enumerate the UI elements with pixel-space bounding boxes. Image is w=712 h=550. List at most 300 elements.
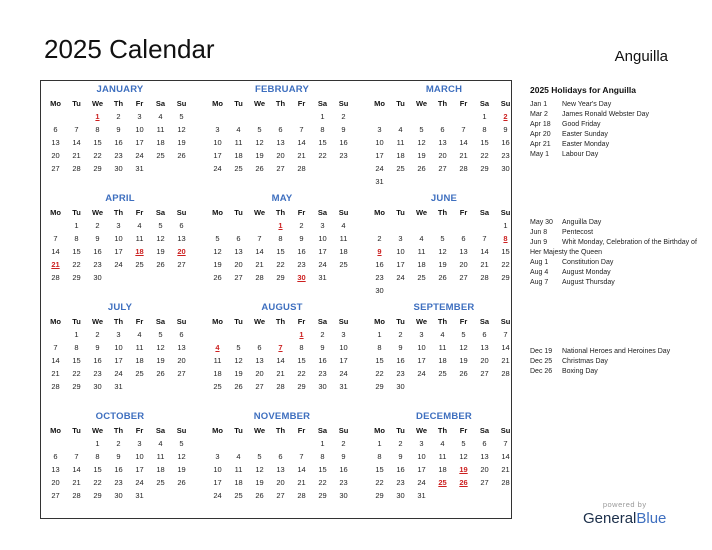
day-cell: 4: [137, 330, 142, 339]
day-cell: [270, 437, 291, 450]
week-row: [207, 258, 357, 271]
month-january: [45, 83, 195, 175]
day-cell: [270, 328, 291, 341]
day-cell: 6: [53, 452, 58, 461]
day-cell: 30: [93, 382, 102, 391]
day-cell: 14: [51, 356, 60, 365]
day-cell: 11: [135, 343, 144, 352]
day-cell: 12: [156, 234, 165, 243]
weekday-header: [369, 206, 519, 219]
day-cell: 5: [461, 439, 466, 448]
day-cell: [369, 110, 390, 123]
day-cell: 22: [375, 369, 384, 378]
day-cell: 24: [135, 151, 144, 160]
holiday-name: Anguilla Day: [562, 219, 602, 226]
day-cell: 18: [234, 151, 243, 160]
day-cell: [474, 219, 495, 232]
day-cell: 14: [501, 343, 510, 352]
day-cell: 21: [276, 369, 285, 378]
day-cell: 3: [215, 125, 220, 134]
week-row: [369, 232, 519, 245]
day-cell: 26: [255, 491, 264, 500]
week-row: [369, 328, 519, 341]
weekday-label: Su: [338, 317, 349, 326]
weekday-label: Th: [113, 208, 124, 217]
day-cell: 26: [459, 369, 468, 378]
day-cell: 25: [234, 491, 243, 500]
weekday-label: Fr: [135, 208, 144, 217]
day-cell: 23: [93, 260, 102, 269]
day-cell: 21: [72, 151, 81, 160]
day-cell: 18: [438, 356, 447, 365]
weekday-label: Th: [275, 317, 286, 326]
weekday-label: Fr: [297, 317, 306, 326]
weekday-label: Th: [275, 99, 286, 108]
day-cell: [495, 489, 516, 502]
day-cell: 7: [461, 125, 466, 134]
day-cell: [207, 110, 228, 123]
week-row: [369, 162, 519, 175]
day-cell: 10: [213, 465, 222, 474]
day-cell: 20: [480, 465, 489, 474]
day-cell: 28: [276, 382, 285, 391]
day-cell: 9: [398, 343, 403, 352]
day-cell: [171, 489, 192, 502]
month-name: JANUARY: [96, 84, 144, 95]
day-cell: 24: [396, 273, 405, 282]
day-cell: 3: [377, 125, 382, 134]
weekday-header: [207, 315, 357, 328]
weekday-label: Th: [437, 99, 448, 108]
day-cell: 17: [339, 356, 348, 365]
weekday-label: We: [253, 208, 266, 217]
day-cell: [171, 162, 192, 175]
week-row: [369, 437, 519, 450]
day-cell: 30: [396, 382, 405, 391]
day-cell: 1: [299, 330, 304, 339]
day-cell: 21: [501, 465, 510, 474]
day-cell: 7: [299, 452, 304, 461]
day-cell: 3: [419, 439, 424, 448]
day-cell: 25: [417, 273, 426, 282]
day-cell: 25: [339, 260, 348, 269]
day-cell: [150, 271, 171, 284]
day-cell: 8: [299, 343, 304, 352]
week-row: [207, 380, 357, 393]
week-row: [369, 136, 519, 149]
weekday-label: Sa: [479, 317, 490, 326]
month-name: SEPTEMBER: [413, 302, 475, 313]
weekday-label: We: [253, 317, 266, 326]
week-row: [45, 450, 195, 463]
day-cell: [291, 110, 312, 123]
page-title: 2025 Calendar: [44, 34, 215, 64]
day-cell: 8: [503, 234, 508, 243]
day-cell: 20: [459, 260, 468, 269]
week-row: [207, 110, 357, 123]
weekday-label: We: [91, 208, 104, 217]
day-cell: 10: [135, 125, 144, 134]
day-cell: 27: [51, 491, 60, 500]
day-cell: 11: [417, 247, 426, 256]
day-cell: [228, 110, 249, 123]
weekday-label: We: [415, 208, 428, 217]
day-cell: 8: [278, 234, 283, 243]
day-cell: 6: [257, 343, 262, 352]
day-cell: 7: [53, 343, 58, 352]
day-cell: 25: [135, 369, 144, 378]
day-cell: 3: [398, 234, 403, 243]
day-cell: 20: [177, 247, 186, 256]
weekday-label: Fr: [459, 426, 468, 435]
day-cell: [249, 437, 270, 450]
day-cell: 18: [156, 465, 165, 474]
month-name: FEBRUARY: [254, 84, 310, 95]
day-cell: 14: [51, 247, 60, 256]
holiday-date: Aug 1: [530, 259, 549, 266]
day-cell: [369, 219, 390, 232]
day-cell: 11: [156, 452, 165, 461]
day-cell: 28: [72, 164, 81, 173]
day-cell: 6: [482, 330, 487, 339]
day-cell: 14: [297, 138, 306, 147]
day-cell: 22: [276, 260, 285, 269]
day-cell: 19: [177, 465, 186, 474]
day-cell: 1: [95, 112, 100, 121]
day-cell: 5: [419, 125, 424, 134]
day-cell: 2: [320, 330, 325, 339]
month-may: [207, 192, 357, 284]
day-cell: 13: [234, 247, 243, 256]
holiday-date: Aug 4: [530, 269, 549, 276]
day-cell: 21: [480, 260, 489, 269]
day-cell: 17: [135, 138, 144, 147]
day-cell: [249, 328, 270, 341]
month-june: [369, 192, 519, 297]
holiday-date: Apr 21: [530, 141, 551, 148]
day-cell: 24: [318, 260, 327, 269]
day-cell: 2: [116, 439, 121, 448]
day-cell: 1: [503, 221, 508, 230]
month-september: [369, 301, 519, 393]
holiday-name: Constitution Day: [562, 259, 614, 266]
weekday-label: Su: [338, 99, 349, 108]
day-cell: 20: [177, 356, 186, 365]
day-cell: 30: [114, 164, 123, 173]
week-row: [369, 380, 519, 393]
day-cell: 14: [72, 465, 81, 474]
day-cell: 10: [375, 138, 384, 147]
day-cell: 9: [116, 125, 121, 134]
day-cell: [495, 284, 516, 297]
weekday-label: Tu: [72, 208, 81, 217]
day-cell: 9: [377, 247, 382, 256]
day-cell: [432, 175, 453, 188]
day-cell: 18: [234, 478, 243, 487]
holiday-group: [530, 218, 700, 288]
day-cell: [171, 271, 192, 284]
day-cell: 28: [51, 382, 60, 391]
day-cell: 27: [459, 273, 468, 282]
day-cell: 11: [438, 343, 447, 352]
day-cell: 15: [297, 356, 306, 365]
day-cell: 4: [236, 452, 241, 461]
day-cell: 5: [440, 234, 445, 243]
day-cell: 10: [213, 138, 222, 147]
day-cell: 28: [501, 369, 510, 378]
day-cell: 12: [438, 247, 447, 256]
week-row: [207, 271, 357, 284]
weekday-label: Su: [176, 317, 187, 326]
day-cell: 15: [72, 356, 81, 365]
day-cell: 8: [377, 452, 382, 461]
weekday-header: [45, 424, 195, 437]
weekday-label: Tu: [396, 317, 405, 326]
week-row: [207, 162, 357, 175]
weekday-label: Su: [500, 99, 511, 108]
day-cell: 18: [156, 138, 165, 147]
weekday-label: Th: [437, 208, 448, 217]
day-cell: 26: [156, 369, 165, 378]
week-row: [369, 463, 519, 476]
day-cell: 28: [297, 164, 306, 173]
day-cell: 30: [318, 382, 327, 391]
weekday-label: Th: [113, 317, 124, 326]
day-cell: 24: [417, 478, 426, 487]
day-cell: 17: [114, 356, 123, 365]
day-cell: 9: [299, 234, 304, 243]
day-cell: 19: [438, 260, 447, 269]
day-cell: 20: [480, 356, 489, 365]
day-cell: 29: [72, 273, 81, 282]
weekday-label: We: [415, 317, 428, 326]
day-cell: 24: [114, 369, 123, 378]
day-cell: 13: [276, 465, 285, 474]
month-november: [207, 410, 357, 502]
day-cell: 30: [375, 286, 384, 295]
holiday-date: Mar 2: [530, 111, 548, 118]
day-cell: 3: [419, 330, 424, 339]
day-cell: 1: [320, 112, 325, 121]
weekday-header: [207, 424, 357, 437]
day-cell: 3: [320, 221, 325, 230]
day-cell: 13: [276, 138, 285, 147]
day-cell: 27: [276, 491, 285, 500]
weekday-header: [207, 206, 357, 219]
month-name: AUGUST: [261, 302, 303, 313]
holiday-item: [530, 228, 700, 238]
day-cell: 10: [318, 234, 327, 243]
day-cell: 16: [339, 465, 348, 474]
weekday-label: Mo: [374, 317, 385, 326]
day-cell: [390, 284, 411, 297]
day-cell: 12: [177, 452, 186, 461]
day-cell: [207, 328, 228, 341]
day-cell: 22: [93, 478, 102, 487]
day-cell: [453, 489, 474, 502]
day-cell: 18: [135, 247, 144, 256]
day-cell: 26: [177, 151, 186, 160]
weekday-label: We: [415, 426, 428, 435]
holiday-item: [530, 140, 700, 150]
day-cell: 7: [482, 234, 487, 243]
day-cell: 23: [339, 151, 348, 160]
holiday-group: [530, 347, 700, 377]
weekday-label: Tu: [396, 99, 405, 108]
day-cell: 21: [459, 151, 468, 160]
day-cell: 17: [375, 151, 384, 160]
day-cell: [207, 219, 228, 232]
brand-name-part1: General: [583, 510, 637, 527]
day-cell: 1: [377, 330, 382, 339]
week-row: [45, 162, 195, 175]
day-cell: 23: [93, 369, 102, 378]
day-cell: 16: [396, 356, 405, 365]
holiday-date: Jan 1: [530, 101, 548, 108]
month-april: [45, 192, 195, 284]
day-cell: [333, 271, 354, 284]
day-cell: 25: [234, 164, 243, 173]
week-row: [207, 476, 357, 489]
weekday-label: Sa: [317, 426, 328, 435]
day-cell: [228, 437, 249, 450]
day-cell: 12: [213, 247, 222, 256]
day-cell: 11: [234, 465, 243, 474]
day-cell: 21: [255, 260, 264, 269]
week-row: [45, 463, 195, 476]
day-cell: 20: [438, 151, 447, 160]
day-cell: [45, 437, 66, 450]
day-cell: 3: [215, 452, 220, 461]
day-cell: [411, 380, 432, 393]
weekday-header: [45, 315, 195, 328]
day-cell: 24: [213, 164, 222, 173]
day-cell: 18: [417, 260, 426, 269]
day-cell: 25: [438, 369, 447, 378]
day-cell: 13: [177, 343, 186, 352]
day-cell: 24: [339, 369, 348, 378]
week-row: [207, 123, 357, 136]
day-cell: [390, 110, 411, 123]
day-cell: 27: [480, 369, 489, 378]
weekday-label: Su: [500, 317, 511, 326]
weekday-label: Mo: [374, 208, 385, 217]
day-cell: [66, 437, 87, 450]
weekday-label: Th: [113, 426, 124, 435]
holiday-date: Apr 20: [530, 131, 551, 138]
week-row: [45, 110, 195, 123]
day-cell: 17: [114, 247, 123, 256]
day-cell: 16: [114, 138, 123, 147]
day-cell: 13: [51, 465, 60, 474]
day-cell: 26: [177, 478, 186, 487]
day-cell: [45, 219, 66, 232]
day-cell: 15: [318, 138, 327, 147]
day-cell: 15: [93, 138, 102, 147]
day-cell: 24: [375, 164, 384, 173]
week-row: [369, 123, 519, 136]
day-cell: 6: [179, 330, 184, 339]
holiday-item: [530, 120, 700, 130]
weekday-label: We: [91, 317, 104, 326]
day-cell: 16: [297, 247, 306, 256]
day-cell: 30: [339, 491, 348, 500]
day-cell: 4: [236, 125, 241, 134]
day-cell: 10: [417, 452, 426, 461]
weekday-label: Fr: [459, 99, 468, 108]
day-cell: 9: [341, 452, 346, 461]
week-row: [207, 437, 357, 450]
day-cell: 11: [156, 125, 165, 134]
day-cell: [432, 284, 453, 297]
day-cell: 5: [158, 221, 163, 230]
day-cell: 1: [377, 439, 382, 448]
week-row: [369, 476, 519, 489]
week-row: [45, 258, 195, 271]
day-cell: 1: [95, 439, 100, 448]
day-cell: 10: [135, 452, 144, 461]
day-cell: 10: [417, 343, 426, 352]
weekday-label: Mo: [212, 317, 223, 326]
day-cell: 1: [320, 439, 325, 448]
day-cell: 12: [156, 343, 165, 352]
day-cell: 4: [440, 439, 445, 448]
holiday-name: August Monday: [562, 269, 611, 276]
day-cell: 5: [257, 452, 262, 461]
weekday-label: Tu: [72, 99, 81, 108]
day-cell: [411, 110, 432, 123]
day-cell: 4: [137, 221, 142, 230]
weekday-label: Th: [437, 426, 448, 435]
week-row: [207, 328, 357, 341]
day-cell: 8: [320, 452, 325, 461]
holiday-date: Aug 7: [530, 279, 549, 286]
day-cell: 4: [341, 221, 346, 230]
day-cell: 26: [213, 273, 222, 282]
day-cell: 18: [438, 465, 447, 474]
day-cell: 13: [255, 356, 264, 365]
month-july: [45, 301, 195, 393]
day-cell: [150, 380, 171, 393]
day-cell: 7: [503, 439, 508, 448]
day-cell: 13: [480, 343, 489, 352]
weekday-header: [369, 97, 519, 110]
holiday-item: [530, 357, 700, 367]
day-cell: [291, 437, 312, 450]
day-cell: 14: [459, 138, 468, 147]
day-cell: 9: [320, 343, 325, 352]
week-row: [369, 149, 519, 162]
day-cell: 10: [396, 247, 405, 256]
day-cell: 29: [276, 273, 285, 282]
holiday-item: [530, 258, 700, 268]
day-cell: [453, 110, 474, 123]
day-cell: 5: [236, 343, 241, 352]
week-row: [369, 341, 519, 354]
day-cell: 26: [156, 260, 165, 269]
day-cell: 20: [234, 260, 243, 269]
week-row: [369, 284, 519, 297]
day-cell: 18: [396, 151, 405, 160]
week-row: [207, 489, 357, 502]
day-cell: 9: [95, 343, 100, 352]
holiday-item: [530, 268, 700, 278]
day-cell: 2: [95, 330, 100, 339]
day-cell: 23: [114, 478, 123, 487]
day-cell: 20: [51, 478, 60, 487]
day-cell: 5: [179, 112, 184, 121]
day-cell: 14: [255, 247, 264, 256]
